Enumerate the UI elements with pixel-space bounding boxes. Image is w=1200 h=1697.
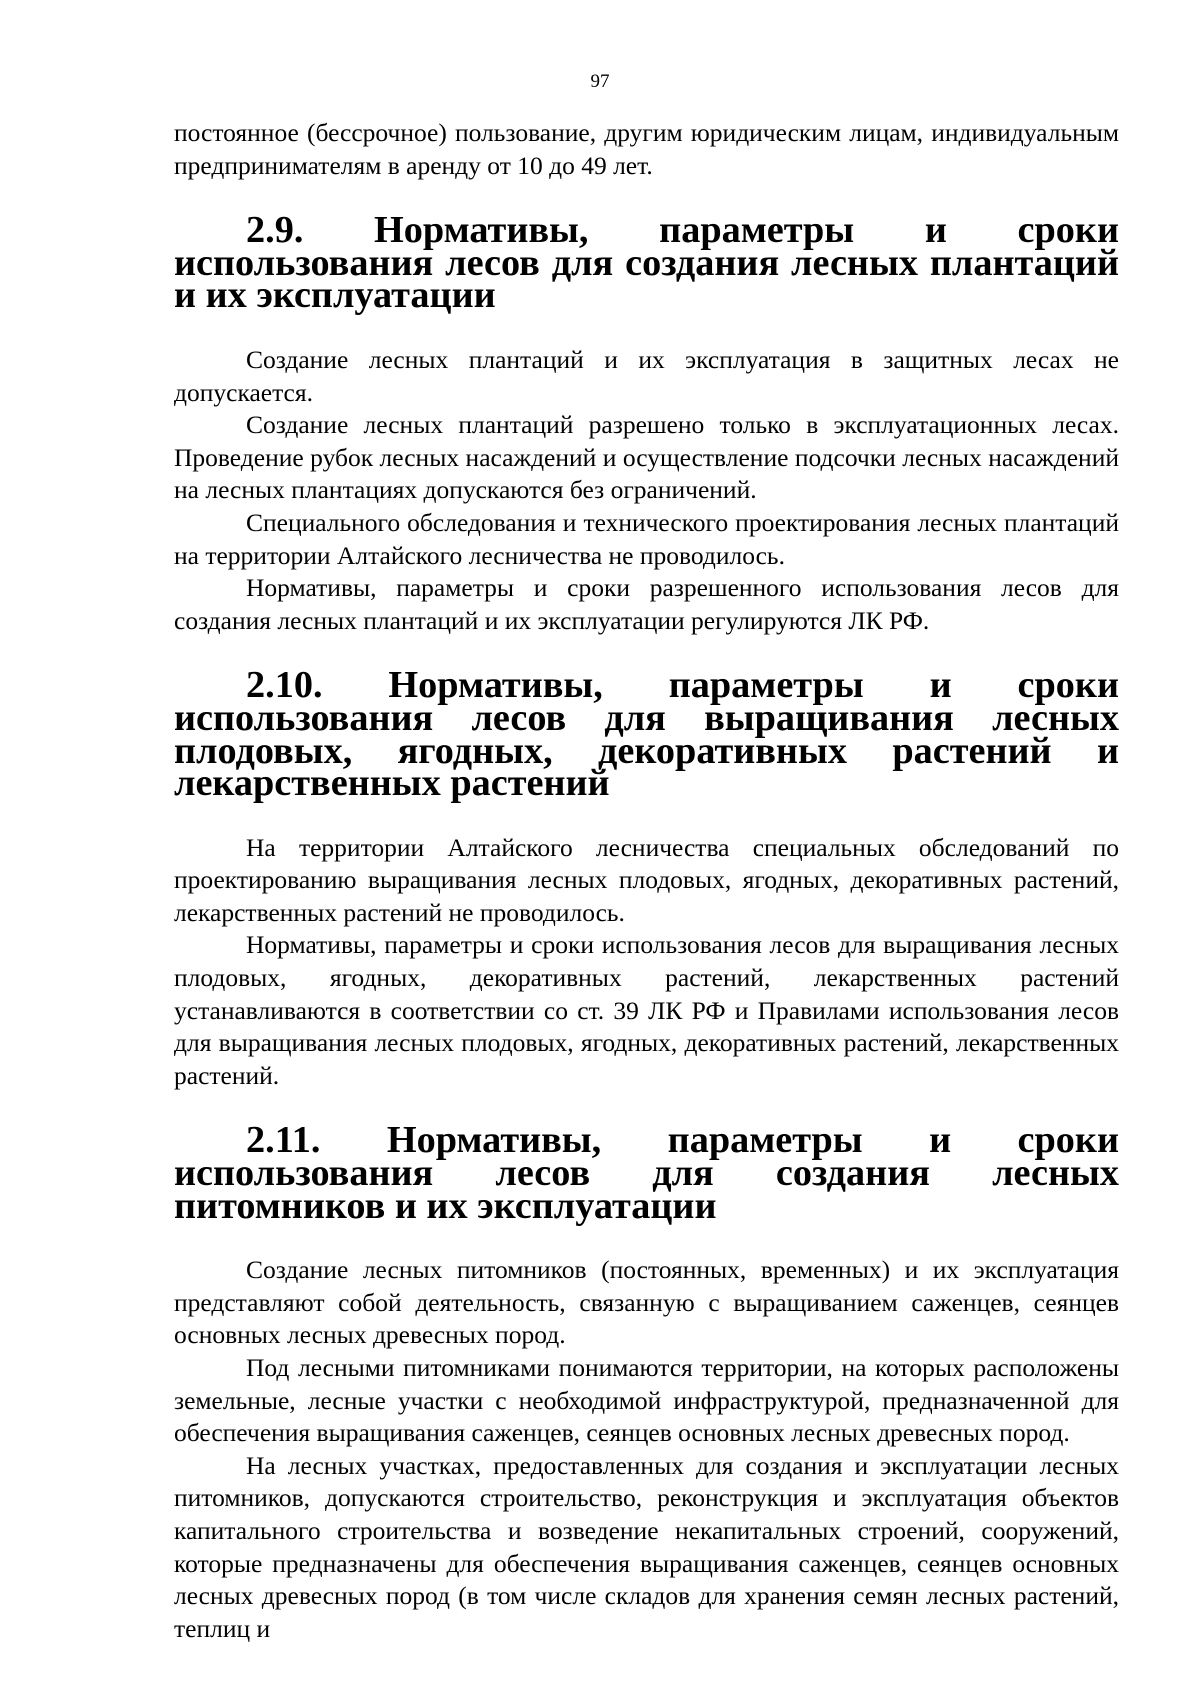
section-paragraph: На территории Алтайского лесничества специальных обследований по проектированию выращивания лесных плодовых, ягодных, декоративных растений, лекарственных растений не проводилось.: [174, 832, 1119, 927]
section-heading: 2.10. Нормативы, параметры и сроки использования лесов для выращивания лесных плодовых, ягодных, декоративных растений и лекарственных растений: [174, 664, 1119, 805]
section-paragraph: Нормативы, параметры и сроки разрешенного использования лесов для создания лесных плантаций и их эксплуатации регулируются ЛК РФ.: [174, 573, 1119, 635]
section-heading: 2.11. Нормативы, параметры и сроки использования лесов для создания лесных питомников и их эксплуатации: [174, 1119, 1119, 1227]
section-2-10: [174, 664, 1119, 1092]
section-paragraph: Создание лесных плантаций и их эксплуатация в защитных лесах не допускается.: [174, 344, 1119, 407]
document-body: [174, 117, 1119, 1645]
section-paragraph: Создание лесных плантаций разрешено только в эксплуатационных лесах. Проведение рубок лесных насаждений и осуществление подсочки лесных насаждений на лесных плантациях допускаются без ограничений.: [174, 410, 1119, 505]
page-number: 97: [590, 71, 610, 92]
section-paragraph: Создание лесных питомников (постоянных, временных) и их эксплуатация представляют собой деятельность, связанную с выращиванием саженцев, сеянцев основных лесных древесных пород.: [174, 1255, 1119, 1350]
section-heading: 2.9. Нормативы, параметры и сроки использования лесов для создания лесных плантаций и их эксплуатации: [174, 209, 1119, 317]
section-paragraph: Нормативы, параметры и сроки использования лесов для выращивания лесных плодовых, ягодных, декоративных растений, лекарственных растений устанавливаются в соответствии со ст. 39 ЛК РФ и Правилами использования лесов для выращивания лесных плодовых, ягодных, декоративных растений, лекарственных растений.: [174, 930, 1119, 1090]
section-2-9: [174, 209, 1119, 637]
section-paragraph: Под лесными питомниками понимаются территории, на которых расположены земельные, лесные участки с необходимой инфраструктурой, предназначенной для обеспечения выращивания саженцев, сеянцев основных лесных древесных пород.: [174, 1353, 1119, 1448]
section-2-11: [174, 1119, 1119, 1645]
intro-paragraph: постоянное (бессрочное) пользование, другим юридическим лицам, индивидуальным предпринимателям в аренду от 10 до 49 лет.: [174, 118, 1119, 180]
section-paragraph: Специального обследования и технического проектирования лесных плантаций на территории Алтайского лесничества не проводилось.: [174, 507, 1119, 570]
section-paragraph: На лесных участках, предоставленных для создания и эксплуатации лесных питомников, допускаются строительство, реконструкция и эксплуатация объектов капитального строительства и возведение некапитальных строений, сооружений, которые предназначены для обеспечения выращивания саженцев, сеянцев основных лесных древесных пород (в том числе складов для хранения семян лесных растений, теплиц и: [174, 1450, 1119, 1643]
